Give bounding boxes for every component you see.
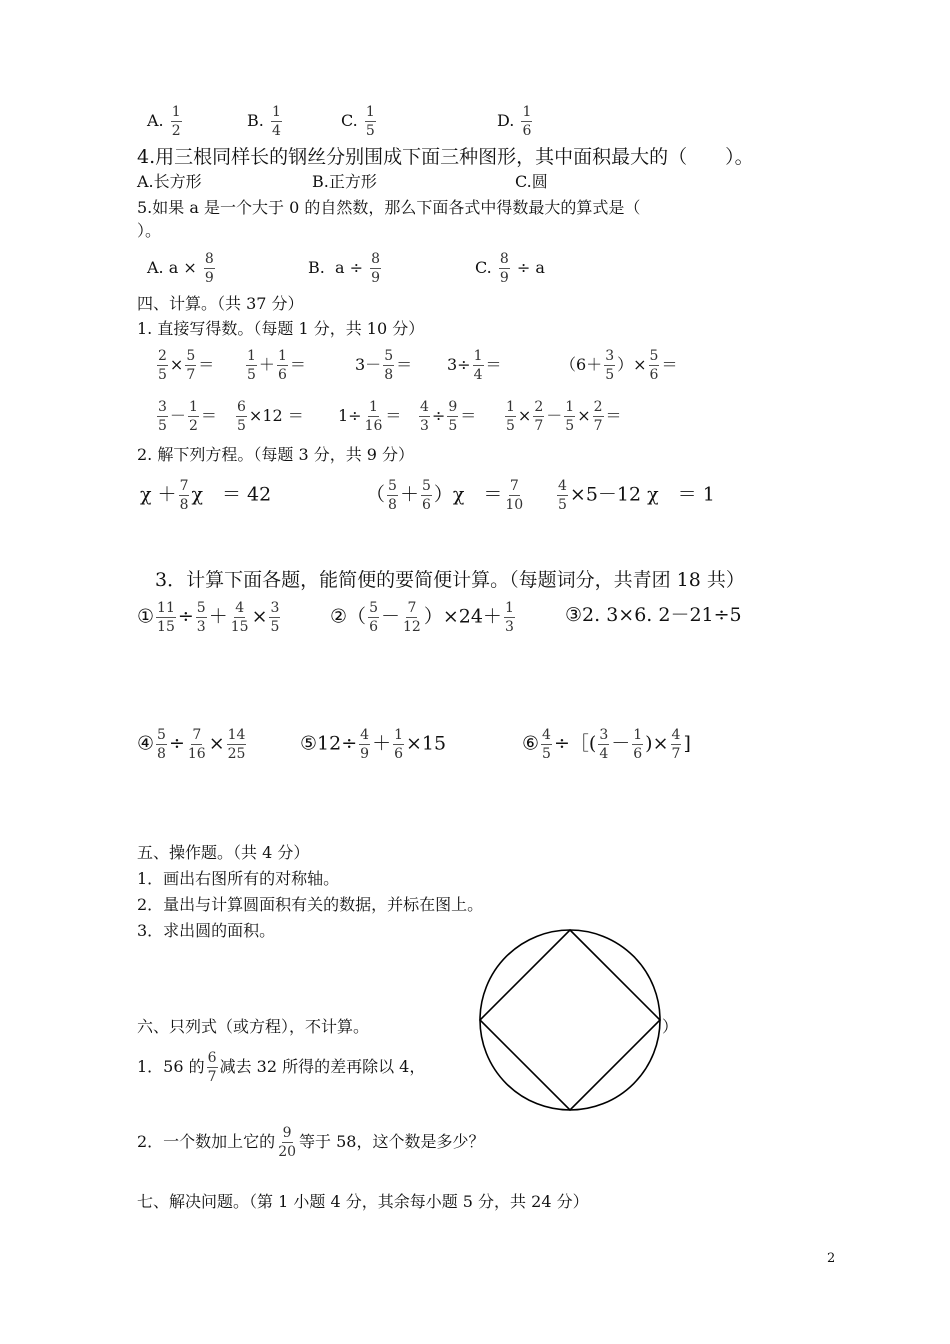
q3-choice-c: C. $\frac{1}{5}$ [341,104,375,139]
direct-calc-4: 3÷ $\frac{1}{4}$ ＝ [447,348,502,383]
fraction: $\frac{1}{2}$ [171,104,181,139]
q5-choice-c: C. $\frac{8}{9}$ ÷ a [475,251,545,286]
direct-calc-10: $\frac{1}{5}$ × $\frac{2}{7}$ － $\frac{1}{5}$ × $\frac{2}{7}$ ＝ [506,399,622,434]
direct-calc-7: $\frac{6}{5}$ ×12 ＝ [237,399,304,434]
q5-stem-end: ）。 [137,221,162,240]
simplify-1: ① $\frac{11}{15}$ ÷ $\frac{5}{3}$ ＋ $\frac{4}{15}$ × $\frac{3}{5}$ [137,600,280,635]
q4-choice-b: B.正方形 [312,172,377,191]
simplify-2: ②（ $\frac{5}{6}$ － $\frac{7}{12}$ ）×24＋ $\frac{1}{3}$ [330,600,514,635]
direct-calc-heading: 1. 直接写得数。（每题 1 分，共 10 分） [137,319,425,338]
q4-stem: 4.用三根同样长的钢丝分别围成下面三种图形，其中面积最大的（ ）。 [137,146,754,168]
equation-3: $\frac{4}{5}$ ×5－12 χ ＝ 1 [558,478,715,513]
square-shape [480,930,660,1110]
q4-choice-a: A.长方形 [137,172,202,191]
section-4-title: 四、计算。（共 37 分） [137,294,304,313]
direct-calc-3: 3－ $\frac{5}{8}$ ＝ [355,348,413,383]
equations-heading: 2. 解下列方程。（每题 3 分，共 9 分） [137,445,415,464]
equation-2: （ $\frac{5}{8}$ ＋ $\frac{5}{6}$ ）χ ＝ $\frac{7}{10}$ [366,478,524,513]
q3-choices: A. $\frac{1}{2}$ [147,104,181,139]
simplify-6: ⑥ $\frac{4}{5}$ ÷［( $\frac{3}{4}$ － $\frac{1}{6}$ )× $\frac{4}{7}$ ] [522,727,691,762]
direct-calc-6: $\frac{3}{5}$ － $\frac{1}{2}$ ＝ [158,399,217,434]
circle-shape [480,930,660,1110]
simplify-5: ⑤12÷ $\frac{4}{9}$ ＋ $\frac{1}{6}$ ×15 [300,727,447,762]
direct-calc-2: $\frac{1}{5}$ ＋ $\frac{1}{6}$ ＝ [247,348,306,383]
q3-choice-d: D. $\frac{1}{6}$ [497,104,532,139]
direct-calc-5: （6＋ $\frac{3}{5}$ ）× $\frac{5}{6}$ ＝ [560,348,678,383]
operation-item-1: 1．画出右图所有的对称轴。 [137,869,340,888]
direct-calc-1: $\frac{2}{5}$ × $\frac{5}{7}$ ＝ [158,348,215,383]
section-6-title-tail: ） [662,1017,679,1036]
section-5-title: 五、操作题。（共 4 分） [137,843,310,862]
q4-choice-c: C.圆 [515,172,548,191]
direct-calc-8: 1÷ $\frac{1}{16}$ ＝ [338,399,402,434]
section-6-title: 六、只列式（或方程），不计算。 [137,1017,370,1036]
simplify-4: ④ $\frac{5}{8}$ ÷ $\frac{7}{16}$ × $\frac{14}{25}$ [137,727,246,762]
simplify-heading: 3．计算下面各题，能简便的要简便计算。（每题词分，共青团 18 共） [155,569,745,591]
list-item-2: 2．一个数加上它的 $\frac{9}{20}$ 等于 58，这个数是多少？ [137,1125,485,1160]
q5-choice-a: A. a × $\frac{8}{9}$ [147,251,214,286]
q3-choice-b: B. $\frac{1}{4}$ [247,104,281,139]
page-number: 2 [827,1251,836,1266]
direct-calc-9: $\frac{4}{3}$ ÷ $\frac{9}{5}$ ＝ [420,399,477,434]
operation-item-2: 2．量出与计算圆面积有关的数据，并标在图上。 [137,895,484,914]
q5-choice-b: B. a ÷ $\frac{8}{9}$ [308,251,381,286]
operation-item-3: 3．求出圆的面积。 [137,921,276,940]
simplify-3: ③2. 3×6. 2－21÷5 [565,604,742,626]
section-7-title: 七、解决问题。（第 1 小题 4 分，其余每小题 5 分，共 24 分） [137,1192,589,1211]
list-item-1: 1．56 的 $\frac{6}{7}$ 减去 32 所得的差再除以 4， [137,1050,426,1085]
q5-stem: 5.如果 a 是一个大于 0 的自然数，那么下面各式中得数最大的算式是（ [137,198,641,217]
circle-square-figure [475,925,670,1115]
equation-1: χ ＋ $\frac{7}{8}$ χ ＝ 42 [140,478,272,513]
